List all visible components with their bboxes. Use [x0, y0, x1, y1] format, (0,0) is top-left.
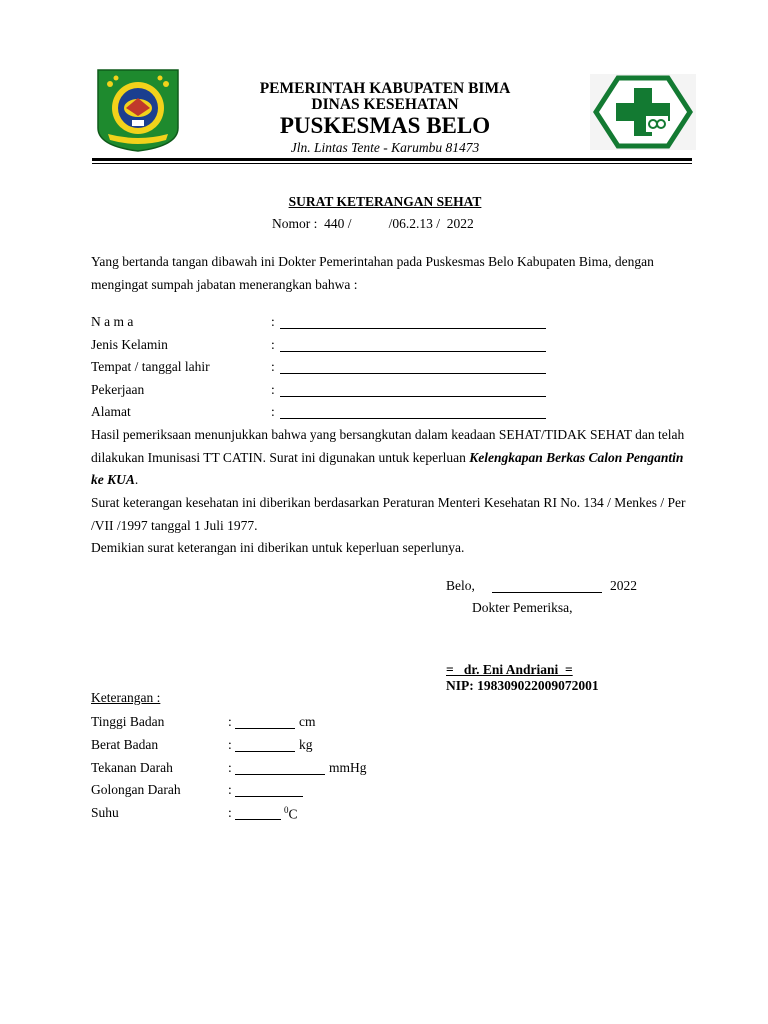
ket-unit-mmhg: mmHg	[329, 760, 367, 775]
field-label-pekerjaan: Pekerjaan	[91, 382, 145, 397]
header-department: DINAS KESEHATAN	[311, 96, 459, 113]
result-paragraph	[91, 424, 691, 492]
regulation-paragraph: Surat keterangan kesehatan ini diberikan berdasarkan Peraturan Menteri Kesehatan RI No. 134 / Menkes / Per /VII /1997 tanggal 1 Juli 1977.	[91, 495, 686, 533]
ket-line-tinggi-badan	[235, 728, 295, 729]
doctor-name: = dr. Eni Andriani =	[446, 662, 573, 677]
signature-place: Belo,	[446, 578, 475, 593]
ket-label-tekanan-darah: Tekanan Darah	[91, 760, 173, 775]
field-colon: :	[271, 314, 275, 329]
field-line-jenis-kelamin	[280, 351, 546, 352]
field-line-pekerjaan	[280, 396, 546, 397]
ket-unit-c: C	[288, 806, 298, 822]
field-label-jenis-kelamin: Jenis Kelamin	[91, 337, 168, 352]
signature-date-line	[492, 592, 602, 593]
field-colon: :	[271, 382, 275, 397]
ket-unit-kg: kg	[299, 737, 313, 752]
puskesmas-cross-icon	[590, 74, 696, 150]
field-colon: :	[271, 337, 275, 352]
field-line-alamat	[280, 418, 546, 419]
signature-year: 2022	[610, 578, 637, 593]
field-label-alamat: Alamat	[91, 404, 131, 419]
closing-paragraph: Demikian surat keterangan ini diberikan untuk keperluan seperlunya.	[91, 540, 465, 555]
field-colon: :	[271, 359, 275, 374]
ket-unit-degree: 0	[284, 805, 289, 815]
field-colon: :	[271, 404, 275, 419]
result-text: Hasil pemeriksaan menunjukkan bahwa yang bersangkutan dalam keadaan SEHAT/TIDAK SEHAT dan telah dilakukan Imunisasi TT CATIN. Surat ini digunakan untuk keperluan	[91, 427, 685, 465]
keterangan-heading: Keterangan :	[91, 690, 161, 705]
doctor-nip: NIP: 198309022009072001	[446, 678, 599, 693]
ket-line-berat-badan	[235, 751, 295, 752]
letter-title: SURAT KETERANGAN SEHAT	[288, 194, 482, 209]
field-label-nama: N a m a	[91, 314, 134, 329]
field-label-tempat-tanggal-lahir: Tempat / tanggal lahir	[91, 359, 210, 374]
ket-label-suhu: Suhu	[91, 805, 119, 820]
field-line-tempat-tanggal-lahir	[280, 373, 546, 374]
field-line-nama	[280, 328, 546, 329]
header-government: PEMERINTAH KABUPATEN BIMA	[259, 80, 511, 97]
ket-colon: :	[228, 737, 232, 752]
ket-unit-celsius	[284, 805, 298, 823]
ket-colon: :	[228, 760, 232, 775]
ket-colon: :	[228, 714, 232, 729]
ket-label-tinggi-badan: Tinggi Badan	[91, 714, 165, 729]
header-puskesmas: PUSKESMAS BELO	[279, 113, 491, 138]
header-address: Jln. Lintas Tente - Karumbu 81473	[290, 140, 480, 155]
ket-label-berat-badan: Berat Badan	[91, 737, 159, 752]
ket-line-suhu	[235, 819, 281, 820]
ket-unit-cm: cm	[299, 714, 316, 729]
signature-role: Dokter Pemeriksa,	[472, 600, 573, 615]
ket-label-golongan-darah: Golongan Darah	[91, 782, 181, 797]
ket-colon: :	[228, 782, 232, 797]
header-rule-thick	[92, 158, 692, 161]
letter-number: Nomor : 440 / /06.2.13 / 2022	[272, 216, 474, 231]
header-rule-thin	[92, 163, 692, 164]
ket-line-tekanan-darah	[235, 774, 325, 775]
intro-paragraph: Yang bertanda tangan dibawah ini Dokter Pemerintahan pada Puskesmas Belo Kabupaten Bima, dengan mengingat sumpah jabatan menerangkan bahwa :	[91, 254, 654, 292]
purpose-period: .	[134, 472, 139, 487]
purpose-text: Kelengkapan Berkas Calon Pengantin ke KUA	[91, 449, 684, 487]
bima-regency-emblem-icon	[94, 68, 182, 152]
ket-colon: :	[228, 805, 232, 820]
ket-line-golongan-darah	[235, 796, 303, 797]
